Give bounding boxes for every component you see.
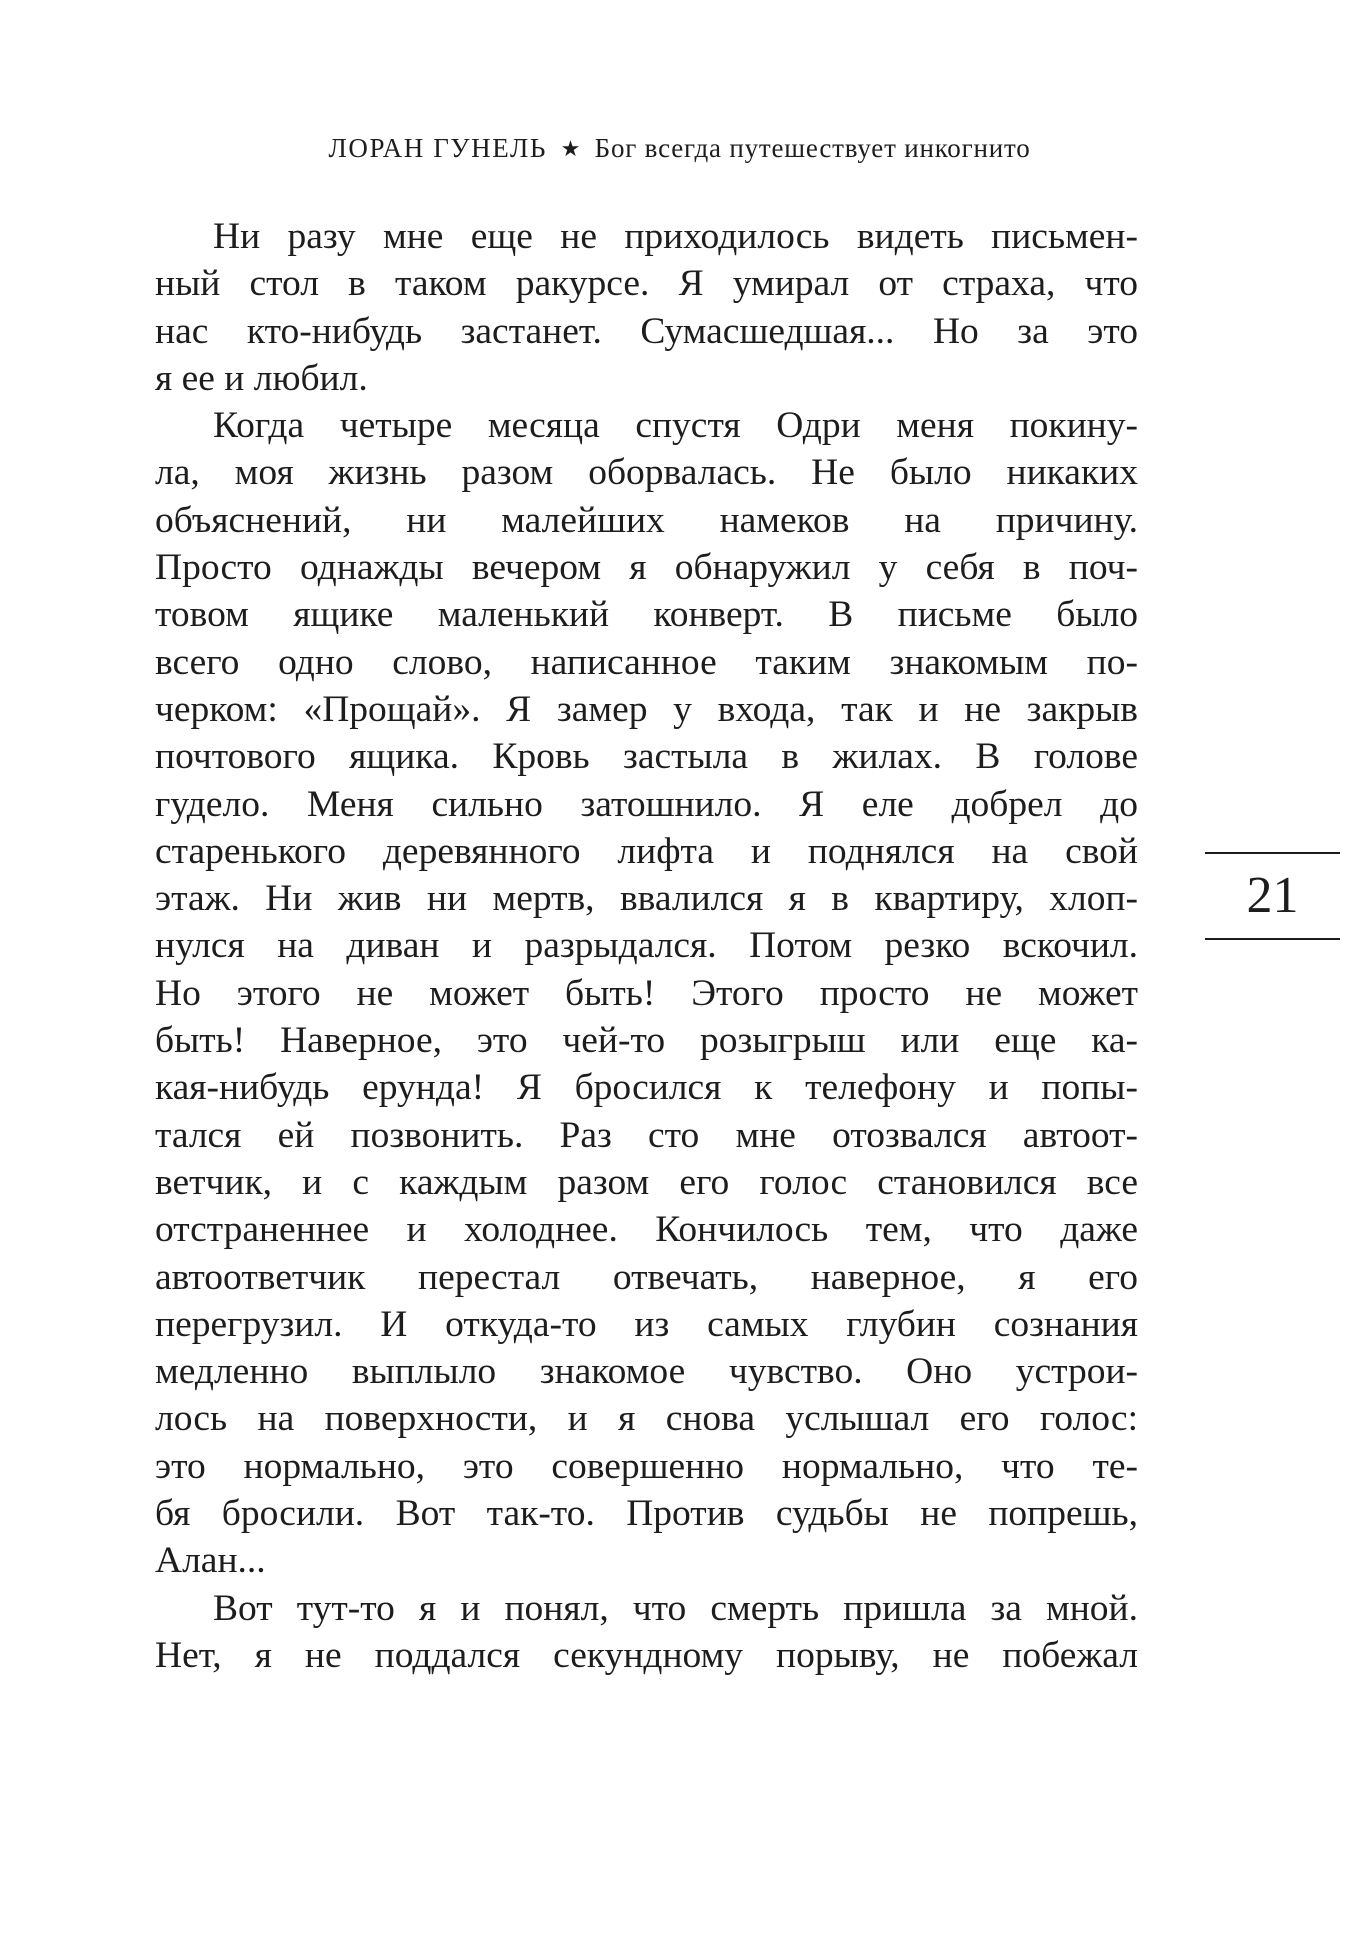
text-line: ный стол в таком ракурсе. Я умирал от страха, что — [155, 263, 1138, 305]
star-separator-icon: ★ — [560, 136, 582, 161]
text-line: товом ящике маленький конверт. В письме было — [155, 594, 1138, 636]
text-line: кая-нибудь ерунда! Я бросился к телефону и попы- — [155, 1067, 1138, 1109]
text-line: отстраненнее и холоднее. Кончилось тем, что даже — [155, 1209, 1138, 1251]
text-line: Но этого не может быть! Этого просто не может — [155, 972, 1138, 1014]
page-number-block — [1205, 852, 1340, 940]
text-line: Просто однажды вечером я обнаружил у себя в поч- — [155, 547, 1138, 589]
text-line: лось на поверхности, и я снова услышал его голос: — [155, 1398, 1138, 1440]
header-author: ЛОРАН ГУНЕЛЬ — [328, 133, 547, 163]
text-line: Когда четыре месяца спустя Одри меня покину- — [213, 405, 1138, 447]
text-line: нулся на диван и разрыдался. Потом резко вскочил. — [155, 925, 1138, 967]
text-line: этаж. Ни жив ни мертв, ввалился я в квартиру, хлоп- — [155, 878, 1138, 920]
page-number: 21 — [1246, 867, 1299, 924]
text-line: бя бросили. Вот так-то. Против судьбы не попрешь, — [155, 1493, 1138, 1535]
text-line: старенького деревянного лифта и поднялся на свой — [155, 830, 1138, 872]
folio-rule-bottom — [1205, 938, 1340, 940]
text-line: нас кто-нибудь застанет. Сумасшедшая... Но за это — [155, 310, 1138, 352]
text-line: ветчик, и с каждым разом его голос становился все — [155, 1161, 1138, 1203]
header-book-title: Бог всегда путешествует инкогнито — [594, 133, 1031, 163]
text-line: Алан... — [155, 1540, 266, 1582]
text-line: ла, моя жизнь разом оборвалась. Не было никаких — [155, 452, 1138, 494]
text-line: автоответчик перестал отвечать, наверное, я его — [155, 1256, 1138, 1298]
text-line: это нормально, это совершенно нормально, что те- — [155, 1445, 1138, 1487]
text-line: всего одно слово, написанное таким знакомым по- — [155, 641, 1138, 683]
text-line: медленно выплыло знакомое чувство. Оно устрои- — [155, 1351, 1138, 1393]
text-line: объяснений, ни малейших намеков на причину. — [155, 499, 1138, 541]
text-line: я ее и любил. — [155, 357, 368, 399]
text-line: гудело. Меня сильно затошнило. Я еле добрел до — [155, 783, 1138, 825]
text-line: почтового ящика. Кровь застыла в жилах. В голове — [155, 736, 1138, 778]
text-line: Нет, я не поддался секундному порыву, не побежал — [155, 1634, 1138, 1676]
text-line: перегрузил. И откуда-то из самых глубин сознания — [155, 1303, 1138, 1345]
running-header — [0, 133, 1359, 164]
text-line: черком: «Прощай». Я замер у входа, так и не закрыв — [155, 688, 1138, 730]
text-line: Вот тут-то я и понял, что смерть пришла за мной. — [213, 1587, 1138, 1629]
body-text — [155, 213, 1138, 1679]
text-line: Ни разу мне еще не приходилось видеть письмен- — [213, 216, 1138, 257]
text-line: быть! Наверное, это чей-то розыгрыш или еще ка- — [155, 1020, 1138, 1062]
text-line: тался ей позвонить. Раз сто мне отозвался автоот- — [155, 1114, 1138, 1156]
